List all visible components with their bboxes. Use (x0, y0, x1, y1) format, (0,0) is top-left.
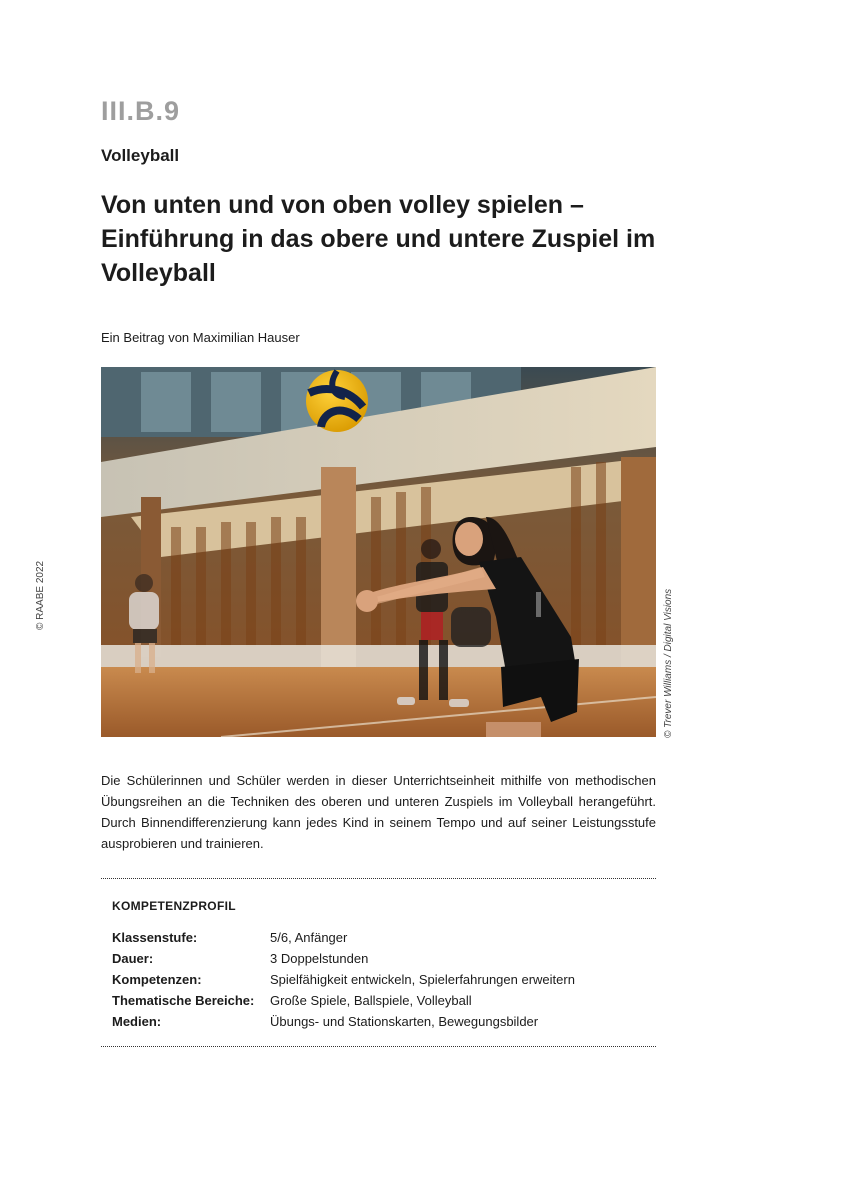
volleyball-photo (101, 367, 656, 737)
dotted-divider-top (101, 878, 656, 879)
profile-label: Kompetenzen: (112, 972, 202, 987)
page-title: Von unten und von oben volley spielen – Einführung in das obere und untere Zuspiel im Volleyball (101, 191, 656, 287)
unit-code: III.B.9 (101, 96, 181, 126)
profile-value: Spielfähigkeit entwickeln, Spielerfahrungen erweitern (270, 972, 575, 987)
profile-value: 5/6, Anfänger (270, 930, 348, 945)
side-copyright: © RAABE 2022 (35, 560, 46, 630)
profile-label: Klassenstufe: (112, 930, 198, 945)
profile-value: Große Spiele, Ballspiele, Volleyball (270, 993, 472, 1008)
profile-label: Thematische Bereiche: (112, 993, 255, 1008)
photo-credit: © Trever Williams / Digital Visions (663, 588, 674, 738)
intro-paragraph: Die Schülerinnen und Schüler werden in dieser Unterrichtseinheit mithilfe von methodischen Übungsreihen an die Techniken des oberen und unteren Zuspiels im Volleyball herangeführt. Durch Binnendifferenzierung kann jedes Kind in seinem Tempo und auf seiner Leistungsstufe ausprobieren und trainieren. (101, 773, 656, 851)
dotted-divider-bottom (101, 1046, 656, 1047)
profile-heading: KOMPETENZPROFIL (112, 899, 236, 913)
profile-value: Übungs- und Stationskarten, Bewegungsbilder (270, 1014, 539, 1029)
profile-label: Medien: (112, 1014, 162, 1029)
profile-value: 3 Doppelstunden (270, 951, 369, 966)
author-line: Ein Beitrag von Maximilian Hauser (101, 330, 300, 345)
profile-label: Dauer: (112, 951, 154, 966)
subject-label: Volleyball (101, 146, 180, 165)
